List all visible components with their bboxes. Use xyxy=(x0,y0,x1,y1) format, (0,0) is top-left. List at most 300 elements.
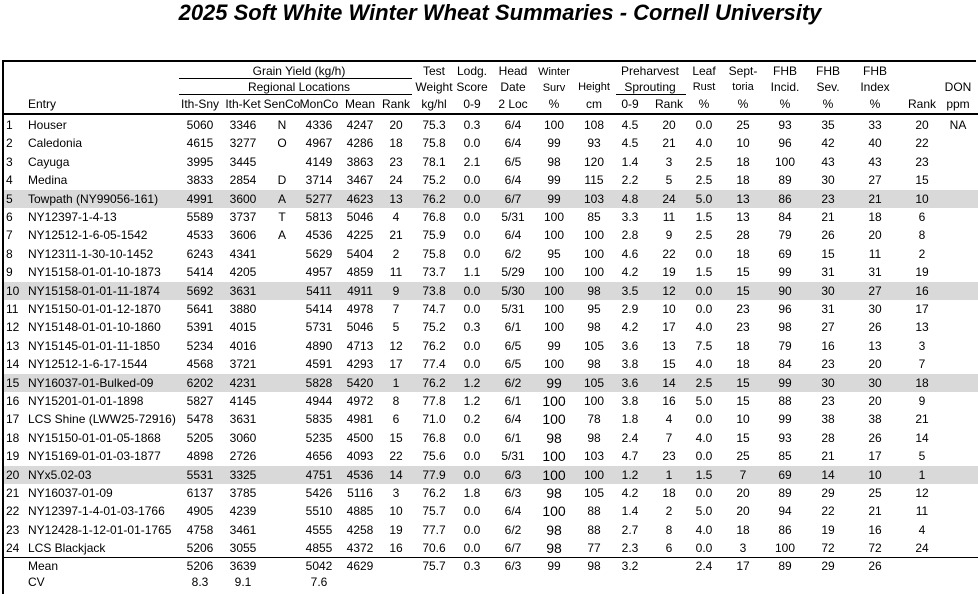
cell-sept: 18 xyxy=(736,522,750,537)
cell-ht: 108 xyxy=(583,118,605,132)
cell-sny: 5641 xyxy=(186,302,214,316)
header-height: Height xyxy=(578,81,610,93)
header-2loc: 2 Loc xyxy=(498,97,528,111)
cell-sny: 4758 xyxy=(186,522,214,537)
cell-leaf: 0.0 xyxy=(695,118,713,132)
table-row xyxy=(4,318,978,336)
cell-inc: 84 xyxy=(778,210,792,224)
header-don: DON xyxy=(944,80,972,94)
cell-head: 6/7 xyxy=(504,191,522,206)
table-row xyxy=(4,410,978,428)
cell-name: NY15148-01-01-10-1860 xyxy=(28,320,161,335)
header-score: Score xyxy=(456,80,488,94)
cell-ket: 3631 xyxy=(229,412,257,427)
cell-rank3: 24 xyxy=(915,541,929,556)
cell-name: NY12397-1-4-13 xyxy=(28,210,117,224)
cell-rank: 16 xyxy=(389,541,403,556)
cell-name: LCS Blackjack xyxy=(28,541,106,556)
cell-idx: 21 xyxy=(868,191,882,206)
cell-leaf: 4.0 xyxy=(695,357,713,372)
cell-ket: 4205 xyxy=(229,265,257,280)
cell-test: 75.8 xyxy=(422,136,446,151)
cell-sept: 23 xyxy=(736,320,750,335)
cell-sept: 20 xyxy=(736,504,750,519)
cell-idx: 38 xyxy=(868,412,882,427)
header-date: Date xyxy=(500,80,526,94)
cell-rank3: 21 xyxy=(915,412,929,427)
cell-n: 5 xyxy=(6,191,13,206)
cell-sprr: 7 xyxy=(665,430,673,445)
cell-ht: 100 xyxy=(583,265,605,280)
cell-mon: 4855 xyxy=(305,541,333,556)
cell-rank3: 15 xyxy=(915,173,929,188)
cell-sprr: 20 xyxy=(662,118,676,132)
cell-leaf: 5.0 xyxy=(695,394,713,408)
cell-name: NY15158-01-01-11-1874 xyxy=(28,283,160,298)
cell-rank: 21 xyxy=(389,228,403,243)
cell-inc: 86 xyxy=(778,522,792,537)
cell-leaf: 0.0 xyxy=(695,412,713,427)
mean-incid: 89 xyxy=(778,559,792,573)
cell-mean: 4372 xyxy=(346,541,374,556)
cell-ket: 3461 xyxy=(229,522,257,537)
cell-ket: 3445 xyxy=(229,154,257,169)
cell-idx: 25 xyxy=(868,486,882,500)
cell-sev: 43 xyxy=(821,154,835,169)
cell-sprr: 18 xyxy=(662,486,676,500)
cell-mean: 4859 xyxy=(346,265,374,280)
header-incid-pct: % xyxy=(779,97,791,111)
cell-sny: 5589 xyxy=(186,210,214,224)
cell-name: NY12397-1-4-01-03-1766 xyxy=(28,504,165,519)
cell-ket: 3785 xyxy=(229,486,257,500)
cell-rank: 22 xyxy=(389,449,403,464)
cell-ket: 4231 xyxy=(229,375,257,390)
header-leaf: Leaf xyxy=(692,64,716,78)
cell-sev: 23 xyxy=(821,357,835,372)
cell-mon: 4890 xyxy=(305,338,333,353)
cell-lodg: 0.0 xyxy=(463,302,481,316)
cell-spr: 4.8 xyxy=(621,191,639,206)
header-entry: Entry xyxy=(28,97,57,111)
cell-rank: 12 xyxy=(389,338,403,353)
cell-test: 75.3 xyxy=(422,118,446,132)
header-fhb-sev-label: FHB xyxy=(816,64,840,78)
cell-inc: 79 xyxy=(778,338,792,353)
cell-sprr: 5 xyxy=(665,173,673,188)
cell-name: NY12311-1-30-10-1452 xyxy=(28,246,154,261)
cell-rank: 7 xyxy=(392,302,400,316)
cell-sev: 21 xyxy=(821,449,835,464)
cell-rank: 19 xyxy=(389,522,403,537)
cell-mon: 5277 xyxy=(305,191,333,206)
cell-spr: 2.3 xyxy=(621,541,639,556)
cell-sny: 3833 xyxy=(186,173,214,188)
cell-surv: 100 xyxy=(542,448,566,465)
cell-spr: 4.7 xyxy=(621,449,639,464)
cell-idx: 20 xyxy=(868,357,882,372)
cell-ket: 4341 xyxy=(229,246,257,261)
cell-n: 17 xyxy=(6,412,20,427)
cell-leaf: 1.5 xyxy=(695,265,713,280)
cell-ht: 115 xyxy=(584,173,604,188)
cell-sprr: 14 xyxy=(662,375,676,390)
cell-inc: 90 xyxy=(778,283,792,298)
cell-head: 6/4 xyxy=(504,118,522,132)
cell-sprr: 17 xyxy=(662,320,676,335)
cell-ht: 93 xyxy=(587,136,601,151)
cell-n: 15 xyxy=(6,375,20,390)
header-ppm: ppm xyxy=(946,97,970,111)
table-row xyxy=(4,300,978,318)
cell-lodg: 1.2 xyxy=(463,375,481,390)
cell-sny: 4568 xyxy=(186,357,214,372)
cell-sev: 21 xyxy=(821,210,835,224)
cell-ht: 105 xyxy=(583,375,605,390)
table-row xyxy=(4,245,978,263)
cell-spr: 3.6 xyxy=(621,338,639,353)
cell-rank3: 10 xyxy=(915,191,929,206)
cell-sev: 28 xyxy=(821,430,835,445)
table-row xyxy=(4,337,978,355)
cell-surv: 100 xyxy=(543,265,565,280)
header-head: Head xyxy=(498,64,528,78)
cell-lodg: 0.0 xyxy=(463,210,481,224)
cell-lodg: 0.0 xyxy=(463,541,481,556)
cell-n: 19 xyxy=(6,449,20,464)
cell-test: 75.6 xyxy=(422,449,446,464)
cell-sept: 18 xyxy=(736,357,750,372)
cell-rank3: 9 xyxy=(918,394,926,408)
cell-idx: 26 xyxy=(868,320,882,335)
cell-n: 21 xyxy=(6,486,20,500)
cell-head: 5/31 xyxy=(501,210,525,224)
cell-ket: 2726 xyxy=(229,449,257,464)
cell-ket: 3600 xyxy=(229,191,257,206)
cell-leaf: 1.5 xyxy=(695,467,713,482)
cell-sev: 27 xyxy=(821,320,835,335)
cell-mean: 5404 xyxy=(346,246,374,261)
cell-head: 6/2 xyxy=(504,246,522,261)
cell-spr: 4.6 xyxy=(621,246,639,261)
cell-sen: A xyxy=(277,228,286,243)
mean-leaf: 2.4 xyxy=(695,559,713,573)
cell-spr: 3.5 xyxy=(621,283,639,298)
cell-sev: 72 xyxy=(821,541,835,556)
cell-sprr: 1 xyxy=(665,467,673,482)
header-surv-pct: % xyxy=(548,97,560,111)
cell-n: 23 xyxy=(6,522,20,537)
cell-mean: 3467 xyxy=(346,173,374,188)
table-row xyxy=(4,521,978,539)
mean-sprout: 3.2 xyxy=(621,559,639,573)
cell-rank: 6 xyxy=(392,412,400,427)
summary-table xyxy=(2,60,976,594)
cell-ket: 2854 xyxy=(229,173,257,188)
header-sev-pct: % xyxy=(822,97,834,111)
cell-test: 71.0 xyxy=(422,412,446,427)
cell-mean: 4258 xyxy=(346,522,374,537)
cell-inc: 96 xyxy=(778,302,792,316)
cell-inc: 94 xyxy=(778,504,792,519)
cell-leaf: 1.5 xyxy=(695,210,713,224)
cell-spr: 4.5 xyxy=(621,136,639,151)
cell-ket: 4015 xyxy=(229,320,257,335)
cell-rank: 4 xyxy=(392,210,400,224)
cell-n: 8 xyxy=(6,246,13,261)
cell-mon: 3714 xyxy=(305,173,333,188)
cell-ket: 3737 xyxy=(229,210,257,224)
table-row xyxy=(4,539,978,557)
cell-test: 74.7 xyxy=(422,302,446,316)
cell-mean: 4885 xyxy=(346,504,374,519)
cell-ht: 88 xyxy=(587,504,601,519)
cell-name: NY16037-01-Bulked-09 xyxy=(28,375,154,390)
cell-inc: 88 xyxy=(778,394,792,408)
cell-name: NY15158-01-01-10-1873 xyxy=(28,265,161,280)
header-index-pct: % xyxy=(869,97,881,111)
table-row xyxy=(4,374,978,392)
cell-idx: 21 xyxy=(868,504,882,519)
cell-spr: 1.8 xyxy=(621,412,639,427)
cell-mean: 4093 xyxy=(346,449,374,464)
cv-row xyxy=(4,573,978,591)
cell-mean: 4981 xyxy=(346,412,374,427)
cell-surv: 99 xyxy=(547,338,561,353)
mean-height: 98 xyxy=(587,559,601,573)
cell-sev: 19 xyxy=(821,522,835,537)
cell-surv: 98 xyxy=(547,154,561,169)
cell-idx: 40 xyxy=(868,136,882,151)
mean-ith-sny: 5206 xyxy=(186,559,214,573)
cell-surv: 100 xyxy=(542,411,566,428)
cell-test: 77.4 xyxy=(422,357,446,372)
cell-test: 76.2 xyxy=(422,375,446,390)
table-row xyxy=(4,263,978,281)
cell-spr: 4.5 xyxy=(621,118,639,132)
cell-ht: 100 xyxy=(583,394,605,408)
cell-test: 75.8 xyxy=(422,246,446,261)
cell-mean: 4293 xyxy=(346,357,374,372)
cell-leaf: 0.0 xyxy=(695,246,713,261)
cell-ket: 3277 xyxy=(229,136,257,151)
cell-leaf: 2.5 xyxy=(695,154,713,169)
cell-test: 76.2 xyxy=(422,191,446,206)
header-fhb-incid-label: FHB xyxy=(773,64,797,78)
cell-ket: 3721 xyxy=(229,357,257,372)
cell-sept: 15 xyxy=(736,283,750,298)
cell-rank3: 17 xyxy=(915,302,929,316)
cell-ht: 78 xyxy=(587,412,601,427)
cell-mean: 4247 xyxy=(346,118,374,132)
cell-idx: 27 xyxy=(868,283,882,298)
cell-test: 78.1 xyxy=(422,154,446,169)
cell-mean: 5046 xyxy=(346,320,374,335)
cell-inc: 100 xyxy=(774,154,796,169)
cell-rank3: 6 xyxy=(918,210,926,224)
cell-inc: 99 xyxy=(778,375,792,390)
cell-rank3: 1 xyxy=(918,467,926,482)
cell-ht: 103 xyxy=(583,191,605,206)
cell-inc: 84 xyxy=(778,357,792,372)
cell-rank3: 19 xyxy=(915,265,929,280)
cell-sprr: 15 xyxy=(662,357,676,372)
header-index: Index xyxy=(860,80,890,94)
cell-sny: 5206 xyxy=(186,541,214,556)
cell-sny: 6243 xyxy=(186,246,214,261)
cell-rank3: 13 xyxy=(915,320,929,335)
cell-rank3: 4 xyxy=(918,522,926,537)
cell-inc: 99 xyxy=(778,412,792,427)
cell-ht: 77 xyxy=(587,541,601,556)
cell-sept: 15 xyxy=(736,430,750,445)
cell-idx: 30 xyxy=(868,302,882,316)
cell-head: 6/2 xyxy=(504,375,522,390)
cell-surv: 95 xyxy=(547,246,561,261)
cell-rank3: 18 xyxy=(915,375,929,390)
cell-inc: 96 xyxy=(778,136,792,151)
cell-sprr: 6 xyxy=(665,541,673,556)
cell-rank: 18 xyxy=(389,136,403,151)
cell-sprr: 23 xyxy=(662,449,676,464)
cell-inc: 93 xyxy=(778,430,792,445)
cell-sny: 5414 xyxy=(186,265,214,280)
cell-sny: 5205 xyxy=(186,430,214,445)
cell-lodg: 0.0 xyxy=(463,449,481,464)
cell-ket: 3606 xyxy=(229,228,257,243)
table-row xyxy=(4,466,978,484)
cell-sny: 6137 xyxy=(186,486,214,500)
cell-lodg: 0.0 xyxy=(463,283,481,298)
cell-sev: 31 xyxy=(821,302,835,316)
cell-spr: 3.3 xyxy=(621,210,639,224)
cell-sev: 42 xyxy=(821,136,835,151)
cell-sprr: 11 xyxy=(662,210,676,224)
header-cm: cm xyxy=(586,97,602,111)
cell-test: 75.2 xyxy=(422,320,446,335)
cell-name: NY15150-01-01-05-1868 xyxy=(28,430,161,445)
cell-sev: 26 xyxy=(821,228,835,243)
cell-rank: 3 xyxy=(392,486,400,500)
cell-idx: 11 xyxy=(868,246,882,261)
cell-lodg: 0.0 xyxy=(463,504,481,519)
cell-n: 2 xyxy=(6,136,13,151)
cell-head: 6/1 xyxy=(504,430,522,445)
header-sprouting: Sprouting xyxy=(624,80,676,94)
cell-name: Caledonia xyxy=(28,136,83,151)
cell-ht: 88 xyxy=(587,522,601,537)
cell-ket: 4016 xyxy=(229,338,257,353)
cell-lodg: 0.0 xyxy=(463,228,481,243)
cell-surv: 99 xyxy=(547,173,561,188)
cell-surv: 98 xyxy=(546,429,562,446)
header-sprout-rank: Rank xyxy=(654,97,683,111)
cell-ket: 3880 xyxy=(229,302,257,316)
cell-mon: 5510 xyxy=(305,504,333,519)
cell-test: 73.7 xyxy=(422,265,446,280)
cell-name: Cayuga xyxy=(28,154,70,169)
cell-head: 5/31 xyxy=(501,302,525,316)
cell-test: 76.8 xyxy=(422,430,446,445)
cell-sny: 4898 xyxy=(186,449,214,464)
cell-idx: 10 xyxy=(868,467,882,482)
cell-leaf: 0.0 xyxy=(695,449,713,464)
cell-head: 5/31 xyxy=(501,449,525,464)
cell-surv: 100 xyxy=(542,393,566,409)
table-row xyxy=(4,392,978,410)
cell-sev: 14 xyxy=(821,467,835,482)
cell-sev: 31 xyxy=(821,265,835,280)
cell-lodg: 0.2 xyxy=(463,412,481,427)
cell-lodg: 1.8 xyxy=(463,486,481,500)
cell-lodg: 0.0 xyxy=(463,173,481,188)
cell-ht: 100 xyxy=(583,228,605,243)
cell-ht: 105 xyxy=(583,486,605,500)
cell-head: 6/1 xyxy=(504,320,522,335)
cell-ht: 85 xyxy=(587,210,601,224)
cell-head: 6/3 xyxy=(504,486,522,500)
cell-head: 6/4 xyxy=(504,412,522,427)
cell-inc: 85 xyxy=(778,449,792,464)
cell-name: NY12428-1-12-01-01-1765 xyxy=(28,522,172,537)
cell-sept: 7 xyxy=(739,467,747,482)
cell-sept: 23 xyxy=(736,302,750,316)
cell-sprr: 12 xyxy=(662,283,676,298)
cell-sept: 18 xyxy=(736,246,750,261)
cell-spr: 2.8 xyxy=(621,228,639,243)
page-title: 2025 Soft White Winter Wheat Summaries - Cornell University xyxy=(178,0,822,25)
cell-idx: 31 xyxy=(868,265,882,280)
cell-idx: 26 xyxy=(868,430,882,445)
cell-ket: 4145 xyxy=(229,394,257,408)
cell-sny: 5827 xyxy=(186,394,214,408)
cell-n: 18 xyxy=(6,430,20,445)
cell-sept: 10 xyxy=(736,136,750,151)
cell-lodg: 0.0 xyxy=(463,467,481,482)
cell-mean: 4500 xyxy=(346,430,374,445)
cell-idx: 30 xyxy=(868,375,882,390)
cell-sny: 5531 xyxy=(186,467,214,482)
header-lodg: Lodg. xyxy=(456,64,488,78)
cell-lodg: 0.0 xyxy=(463,357,481,372)
cv-label: CV xyxy=(28,575,45,589)
cell-test: 76.2 xyxy=(422,486,446,500)
table-header xyxy=(4,62,978,114)
cell-sen: T xyxy=(278,210,286,224)
cell-lodg: 0.0 xyxy=(463,522,481,537)
cell-n: 10 xyxy=(6,283,20,298)
cell-n: 9 xyxy=(6,265,13,280)
cell-lodg: 0.3 xyxy=(463,118,481,132)
cell-sev: 23 xyxy=(821,191,835,206)
cell-surv: 100 xyxy=(543,283,565,298)
cell-sny: 3995 xyxy=(186,154,214,169)
cell-sev: 30 xyxy=(821,375,835,390)
table-row xyxy=(4,171,978,189)
cell-sny: 5478 xyxy=(186,412,214,427)
cell-n: 4 xyxy=(6,173,13,188)
cell-mon: 4591 xyxy=(305,357,333,372)
cell-rank: 11 xyxy=(389,265,403,280)
header-monco: MonCo xyxy=(299,97,339,111)
cell-mon: 5414 xyxy=(305,302,333,316)
cell-head: 5/29 xyxy=(501,265,525,280)
cell-sept: 13 xyxy=(736,210,750,224)
cell-ket: 3346 xyxy=(229,118,257,132)
table-row xyxy=(4,282,978,300)
table-row xyxy=(4,153,978,171)
cell-head: 6/4 xyxy=(504,173,522,188)
